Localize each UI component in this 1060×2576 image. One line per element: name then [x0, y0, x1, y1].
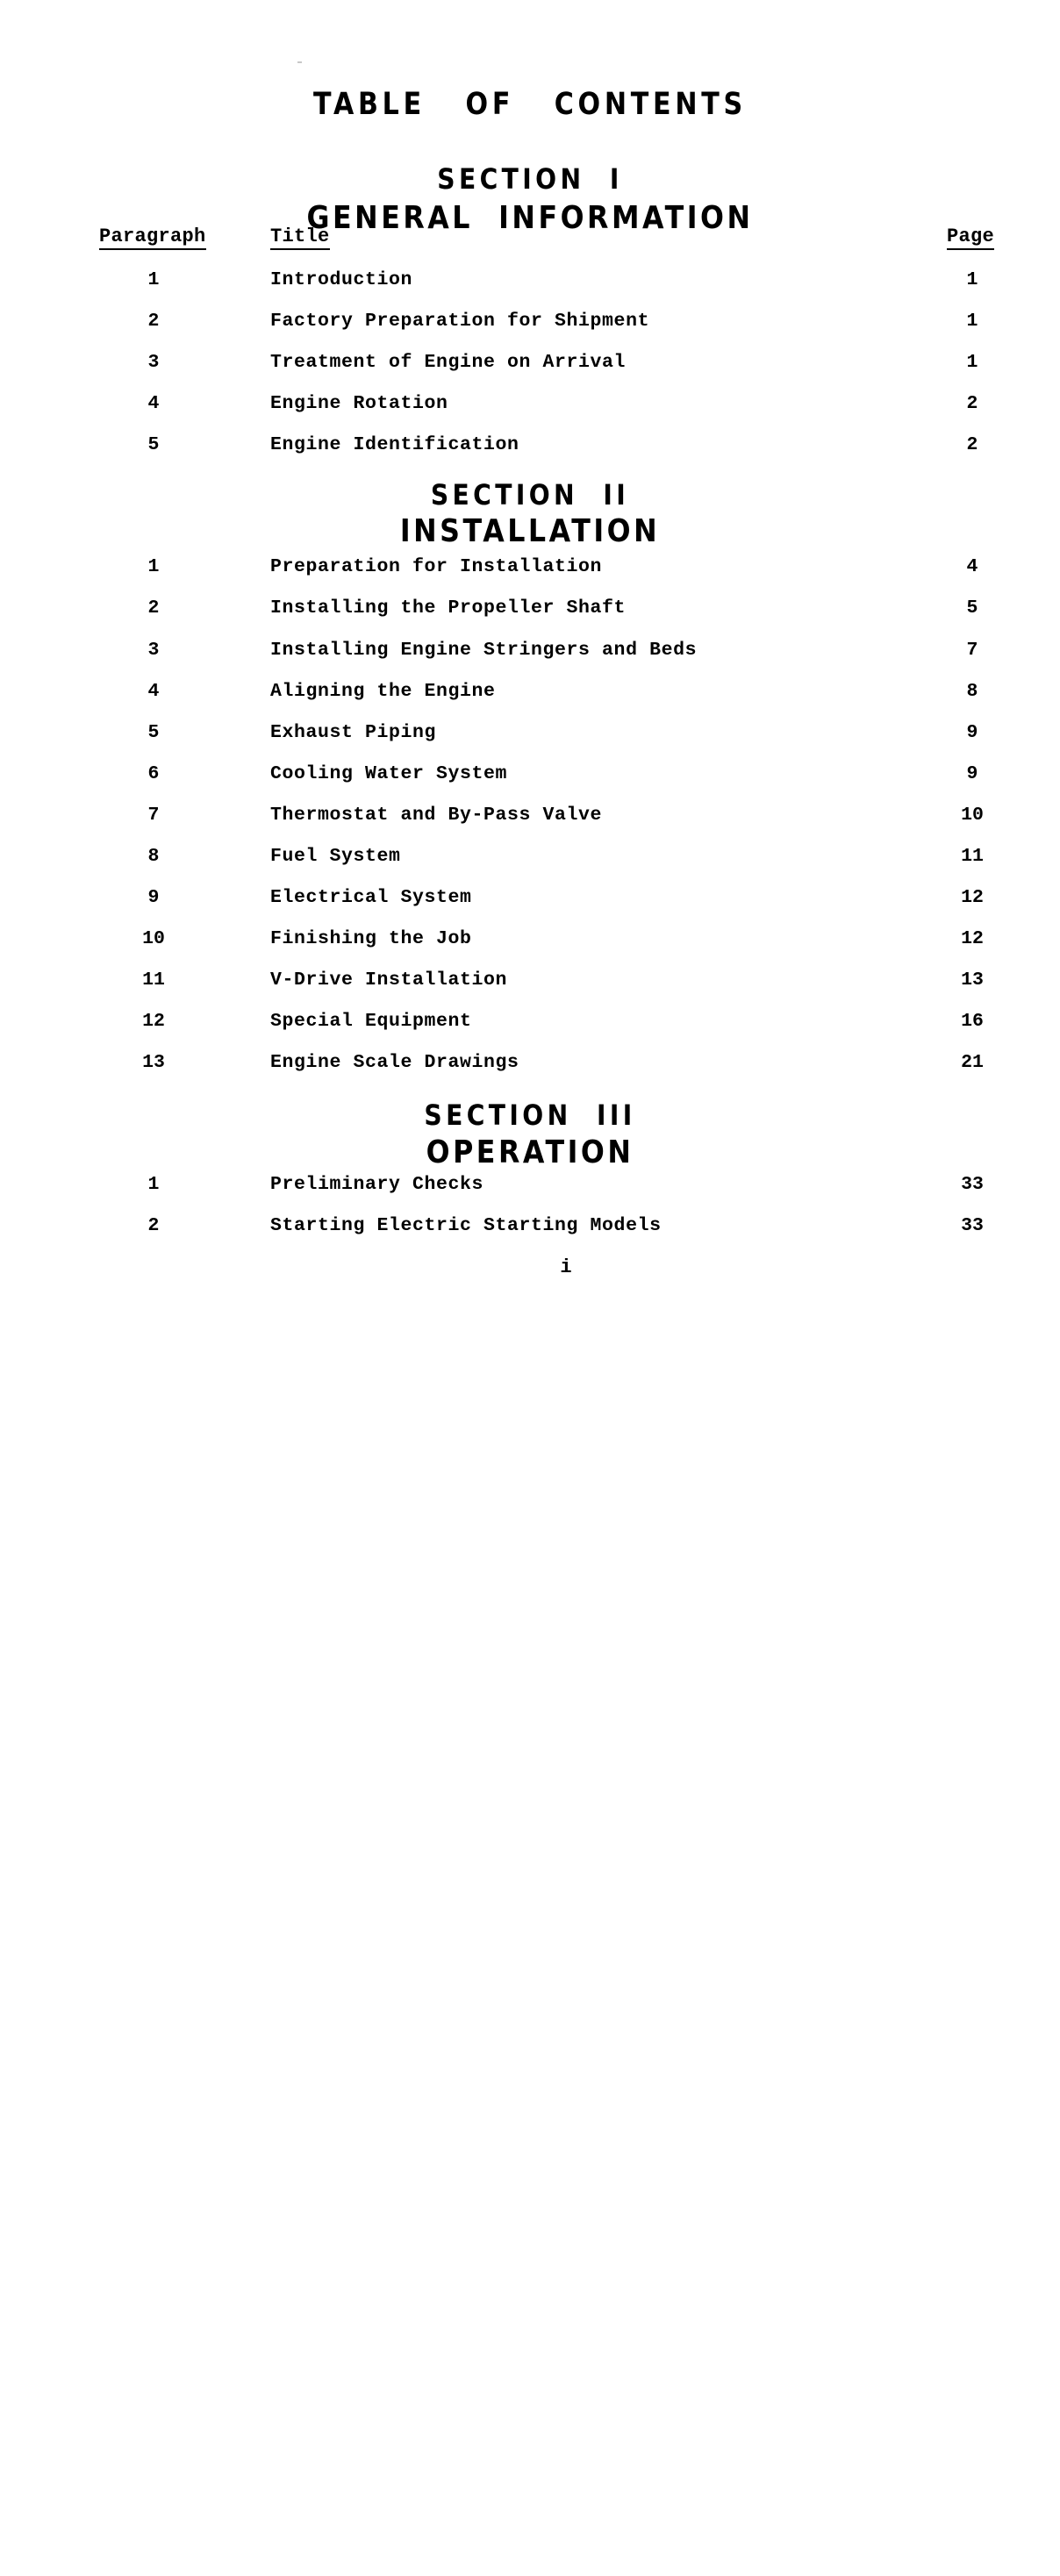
toc-entry[interactable]	[0, 926, 1060, 952]
entry-page-number: 7	[933, 637, 1012, 2000]
entry-page-number: 13	[933, 967, 1012, 2330]
section-2-number: SECTION II	[430, 478, 630, 512]
entry-page-number: 2	[933, 432, 1012, 1795]
column-header-row	[0, 226, 1060, 253]
column-header-title: Title	[270, 226, 330, 250]
entry-title: Introduction	[270, 269, 413, 290]
page-title: TABLE OF CONTENTS	[313, 87, 747, 122]
entry-title: Aligning the Engine	[270, 681, 496, 702]
toc-entry[interactable]	[0, 843, 1060, 869]
entry-paragraph-number: 4	[147, 681, 160, 702]
entry-paragraph-number: 2	[147, 597, 160, 619]
entry-page-number: 16	[933, 1008, 1012, 2372]
entry-paragraph-number: 13	[142, 1052, 165, 1073]
entry-paragraph-number: 2	[147, 311, 160, 332]
section-1-number: SECTION I	[437, 162, 623, 196]
page-folio: i	[560, 1256, 572, 1278]
entry-paragraph-number: 1	[147, 269, 160, 290]
entry-page-number: 11	[933, 843, 1012, 2207]
entry-paragraph-number: 3	[147, 640, 160, 661]
entry-title: Cooling Water System	[270, 763, 508, 784]
entry-title: Treatment of Engine on Arrival	[270, 352, 627, 373]
toc-entry[interactable]	[0, 1049, 1060, 1076]
entry-title: Exhaust Piping	[270, 722, 437, 743]
entry-paragraph-number: 5	[147, 434, 160, 455]
toc-entry[interactable]	[0, 349, 1060, 376]
entry-page-number: 1	[933, 308, 1012, 1671]
scan-artifact-speck	[297, 61, 302, 63]
entry-title: Installing Engine Stringers and Beds	[270, 640, 698, 661]
entry-page-number: 2	[933, 390, 1012, 1754]
entry-page-number: 12	[933, 926, 1012, 2289]
toc-entry[interactable]	[0, 761, 1060, 787]
toc-entry[interactable]	[0, 432, 1060, 458]
toc-entry[interactable]	[0, 802, 1060, 828]
entry-page-number: 1	[933, 267, 1012, 1630]
entry-page-number: 1	[933, 349, 1012, 1713]
toc-entry[interactable]	[0, 967, 1060, 993]
entry-page-number: 9	[933, 719, 1012, 2083]
entry-paragraph-number: 4	[147, 393, 160, 414]
section-3-number: SECTION III	[424, 1098, 636, 1132]
entry-paragraph-number: 3	[147, 352, 160, 373]
entry-page-number: 9	[933, 761, 1012, 2124]
entry-paragraph-number: 6	[147, 763, 160, 784]
column-header-page: Page	[947, 226, 994, 250]
entry-page-number: 12	[933, 884, 1012, 2248]
entry-page-number: 33	[933, 1171, 1012, 2535]
entry-title: V-Drive Installation	[270, 970, 508, 991]
entry-title: Thermostat and By-Pass Valve	[270, 805, 603, 826]
entry-page-number: 33	[933, 1213, 1012, 2576]
toc-entry[interactable]	[0, 1213, 1060, 1239]
entry-title: Factory Preparation for Shipment	[270, 311, 650, 332]
entry-title: Installing the Propeller Shaft	[270, 597, 627, 619]
toc-entry[interactable]	[0, 678, 1060, 705]
entry-paragraph-number: 5	[147, 722, 160, 743]
entry-paragraph-number: 9	[147, 887, 160, 908]
toc-entry[interactable]	[0, 554, 1060, 580]
entry-paragraph-number: 10	[142, 928, 165, 949]
toc-entry[interactable]	[0, 719, 1060, 746]
toc-entry[interactable]	[0, 390, 1060, 417]
entry-page-number: 4	[933, 554, 1012, 1917]
section-2-name: INSTALLATION	[399, 513, 661, 549]
entry-title: Preliminary Checks	[270, 1174, 484, 1195]
entry-title: Engine Identification	[270, 434, 519, 455]
entry-paragraph-number: 1	[147, 1174, 160, 1195]
entry-page-number: 8	[933, 678, 1012, 2042]
entry-paragraph-number: 1	[147, 556, 160, 577]
entry-paragraph-number: 2	[147, 1215, 160, 1236]
entry-page-number: 21	[933, 1049, 1012, 2413]
entry-title: Preparation for Installation	[270, 556, 603, 577]
toc-entry[interactable]	[0, 884, 1060, 911]
entry-page-number: 5	[933, 595, 1012, 1958]
entry-title: Electrical System	[270, 887, 472, 908]
entry-page-number: 10	[933, 802, 1012, 2165]
entry-paragraph-number: 8	[147, 846, 160, 867]
entry-title: Starting Electric Starting Models	[270, 1215, 662, 1236]
entry-paragraph-number: 11	[142, 970, 165, 991]
toc-entry[interactable]	[0, 637, 1060, 663]
entry-paragraph-number: 12	[142, 1011, 165, 1032]
toc-entry[interactable]	[0, 267, 1060, 293]
toc-entry[interactable]	[0, 1171, 1060, 1198]
entry-title: Engine Scale Drawings	[270, 1052, 519, 1073]
column-header-paragraph: Paragraph	[99, 226, 206, 250]
toc-entry[interactable]	[0, 1008, 1060, 1034]
toc-entry[interactable]	[0, 308, 1060, 334]
entry-title: Finishing the Job	[270, 928, 472, 949]
section-1-name: GENERAL INFORMATION	[306, 200, 754, 236]
toc-entry[interactable]	[0, 595, 1060, 621]
entry-paragraph-number: 7	[147, 805, 160, 826]
entry-title: Engine Rotation	[270, 393, 448, 414]
entry-title: Special Equipment	[270, 1011, 472, 1032]
section-3-name: OPERATION	[426, 1134, 634, 1170]
entry-title: Fuel System	[270, 846, 401, 867]
